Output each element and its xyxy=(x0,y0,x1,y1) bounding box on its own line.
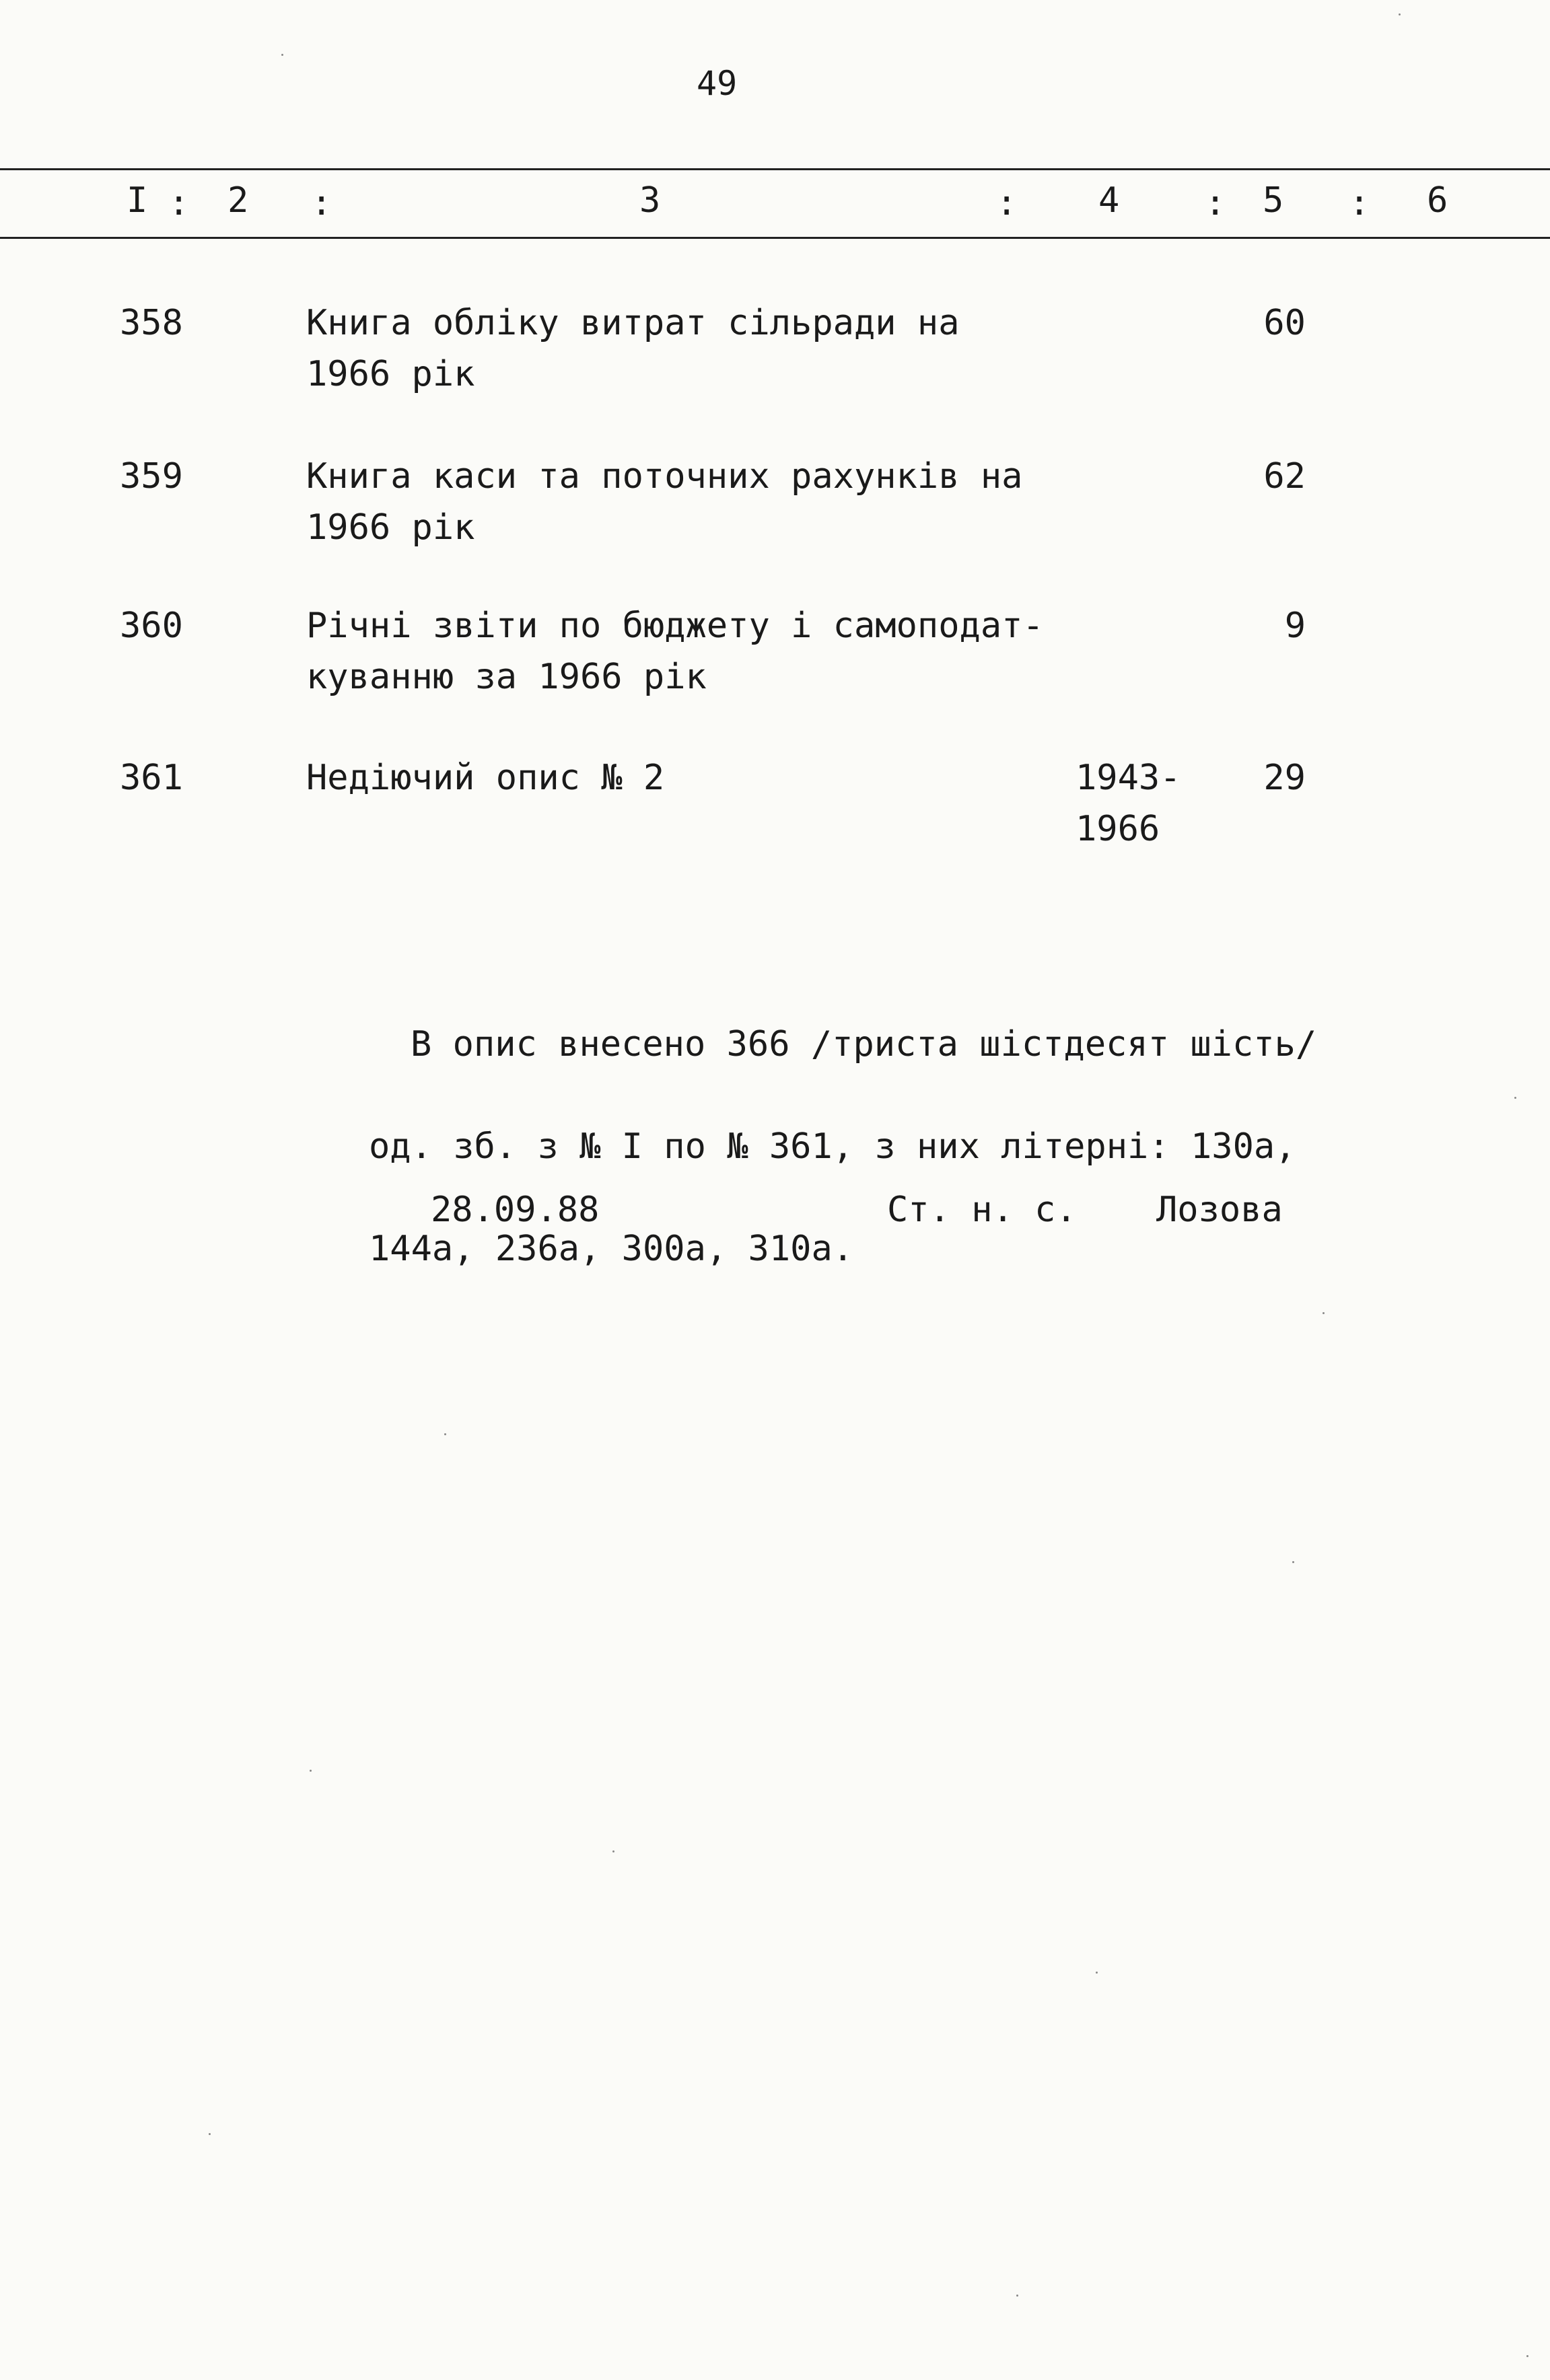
row-number: 359 xyxy=(120,456,183,497)
scan-speck xyxy=(209,2133,211,2135)
footer-date: 28.09.88 xyxy=(431,1190,600,1230)
scan-speck xyxy=(1526,2355,1528,2357)
header-separator: : xyxy=(996,183,1018,223)
scan-speck xyxy=(1016,2295,1018,2297)
row-sheets: 62 xyxy=(1263,456,1306,497)
scan-speck xyxy=(1292,1561,1294,1563)
scan-speck xyxy=(1096,1972,1098,1974)
summary-line-1: В опис внесено 366 /триста шістдесят шість/ xyxy=(411,1024,1317,1065)
header-col-4: 4 xyxy=(1098,180,1120,221)
header-col-2: 2 xyxy=(227,180,249,221)
header-separator: : xyxy=(311,183,332,223)
header-col-6: 6 xyxy=(1427,180,1448,221)
scan-speck xyxy=(1514,1097,1516,1099)
row-number: 360 xyxy=(120,606,183,646)
header-col-1: I xyxy=(127,180,148,221)
row-title: Книга каси та поточних рахунків на 1966 рік xyxy=(306,456,1023,548)
scan-speck xyxy=(1399,13,1401,15)
scan-speck xyxy=(281,54,283,56)
header-separator: : xyxy=(1205,183,1226,223)
summary-line-2: од. зб. з № I по № 361, з них літерні: 130а, xyxy=(369,1126,1296,1167)
header-rule-bottom xyxy=(0,237,1550,239)
scan-speck xyxy=(1323,1312,1325,1314)
footer-signatory: Лозова xyxy=(1156,1190,1283,1230)
footer-position: Ст. н. с. xyxy=(887,1190,1077,1230)
row-number: 361 xyxy=(120,758,183,798)
header-rule-top xyxy=(0,168,1550,170)
row-title: Книга обліку витрат сільради на 1966 рік xyxy=(306,303,960,394)
row-number: 358 xyxy=(120,303,183,343)
header-col-3: 3 xyxy=(639,180,661,221)
header-col-5: 5 xyxy=(1263,180,1284,221)
row-title: Річні звіти по бюджету і самоподат- куванню за 1966 рік xyxy=(306,606,1044,697)
summary-line-3: 144а, 236а, 300а, 310а. xyxy=(369,1229,854,1269)
page-number: 49 xyxy=(697,64,738,103)
scan-speck xyxy=(444,1433,446,1435)
scan-speck xyxy=(310,1770,312,1772)
row-dates: 1943- 1966 xyxy=(1076,758,1181,849)
summary-paragraph xyxy=(369,968,1365,1326)
row-sheets: 9 xyxy=(1284,606,1306,646)
row-sheets: 29 xyxy=(1263,758,1306,798)
scan-speck xyxy=(612,1850,614,1852)
header-separator: : xyxy=(168,183,190,223)
row-sheets: 60 xyxy=(1263,303,1306,343)
row-title: Недіючий опис № 2 xyxy=(306,758,665,798)
header-separator: : xyxy=(1349,183,1370,223)
